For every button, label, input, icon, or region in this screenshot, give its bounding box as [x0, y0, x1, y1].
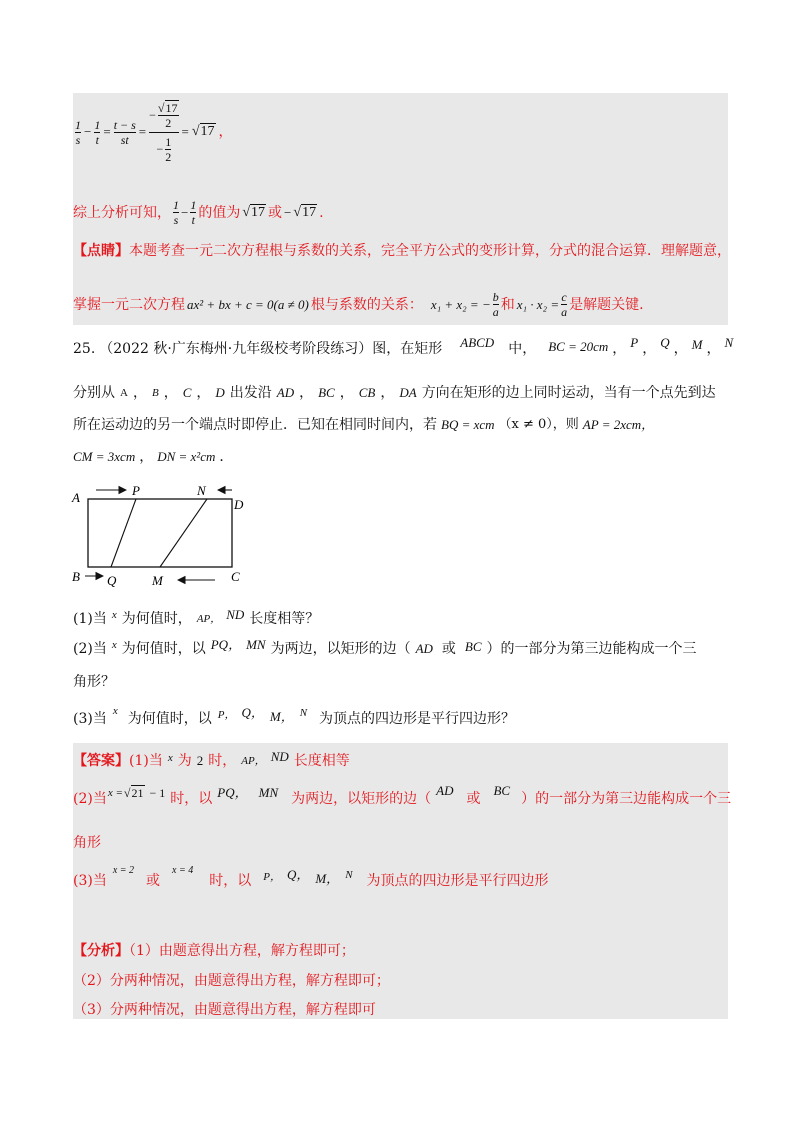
frac-1-over-s: $\frac{1}{s}$	[75, 117, 81, 147]
problem-line-4: CM = 3xcm ， DN = x²cm ．	[73, 449, 234, 465]
equals-sign: =	[138, 124, 147, 139]
equals-sign: =	[103, 124, 111, 139]
segment-nm	[160, 499, 207, 567]
problem-line-1: 25. （2022 秋·广东梅州·九年级校考阶段练习）图，在矩形 ABCD 中， BC = 20cm ， P ， Q ， M ， N	[73, 335, 734, 357]
minus-sign: −	[84, 124, 92, 139]
analysis-line-2: （2）分两种情况，由题意得出方程，解方程即可；	[73, 973, 390, 989]
label-c: C	[231, 569, 240, 584]
label-b: B	[72, 569, 80, 584]
rectangle-abcd	[88, 499, 232, 567]
label-m: M	[152, 573, 163, 588]
frac-1-over-t: $\frac{1}{t}$	[94, 117, 101, 147]
label-q: Q	[107, 573, 117, 588]
label-n: N	[197, 483, 206, 498]
rectangle-figure	[70, 478, 260, 590]
summary-line: 综上分析可知， $\frac{1}{s}$ − $\frac{1}{t}$ 的值为 √17 或 − √17 .	[73, 198, 324, 227]
answer-line-3: (3)当 x = 2 或 x = 4 时，以 P， Q， M， N 为顶点的四边形是平行四边形	[73, 865, 549, 889]
question-1: (1)当 x 为何值时， AP， ND 长度相等？	[73, 607, 320, 627]
question-2-line-1: (2)当 x 为何值时，以 PQ， MN 为两边，以矩形的边（ AD 或 BC ）的一部分为第三边能构成一个三	[73, 637, 697, 657]
analysis-line-1: 【分析】（1）由题意得出方程，解方程即可；	[73, 943, 355, 959]
problem-line-3: 所在运动边的另一个端点时即停止．已知在相同时间内，若 BQ = xcm （x ≠ 0），则 AP = 2xcm，	[73, 417, 655, 433]
top-formula	[75, 96, 233, 168]
answer-label: 【答案】	[73, 753, 129, 769]
tip-line-2: 掌握一元二次方程 ax² + bx + c = 0(a ≠ 0) 根与系数的关系： x₁ + x₂ = − $\frac{b}{a}$ 和 x₁ · x₂ = $\frac{c}{a}$ 是解题关键.	[73, 290, 644, 319]
analysis-line-3: （3）分两种情况，由题意得出方程，解方程即可	[73, 1002, 376, 1018]
frac-t-minus-s-over-st: $\frac{t - s}{st}$	[113, 117, 136, 147]
tip-label: 【点睛】	[73, 243, 129, 259]
analysis-label: 【分析】	[73, 943, 129, 959]
equals-sign: =	[181, 124, 189, 139]
label-p: P	[132, 483, 140, 498]
question-3: (3)当 x 为何值时，以 P， Q， M， N 为顶点的四边形是平行四边形？	[73, 705, 516, 727]
sqrt-17: √17	[191, 124, 215, 139]
question-2-line-2: 角形？	[73, 674, 115, 690]
tip-line-1: 【点睛】本题考查一元二次方程根与系数的关系，完全平方公式的变形计算，分式的混合运算．理解题意，	[73, 243, 731, 259]
problem-line-2: 分别从 A ， B ， C ， D 出发沿 AD ， BC ， CB ， DA 方向在矩形的边上同时运动，当有一个点先到达	[73, 385, 716, 401]
answer-line-2: (2)当 x = √21 − 1 时，以 PQ， MN 为两边，以矩形的边（ AD 或 BC ）的一部分为第三边能构成一个三	[73, 783, 732, 807]
segment-pq	[111, 499, 136, 567]
label-a: A	[72, 490, 80, 505]
label-d: D	[234, 497, 244, 512]
answer-line-1: 【答案】 (1)当 x 为 2 时， AP， ND 长度相等	[73, 749, 350, 769]
comma: ，	[218, 124, 233, 140]
big-fraction: − $\frac{√17}{2}$ − $\frac{1}{2}$	[149, 100, 178, 164]
answer-line-2-cont: 角形	[73, 835, 101, 851]
